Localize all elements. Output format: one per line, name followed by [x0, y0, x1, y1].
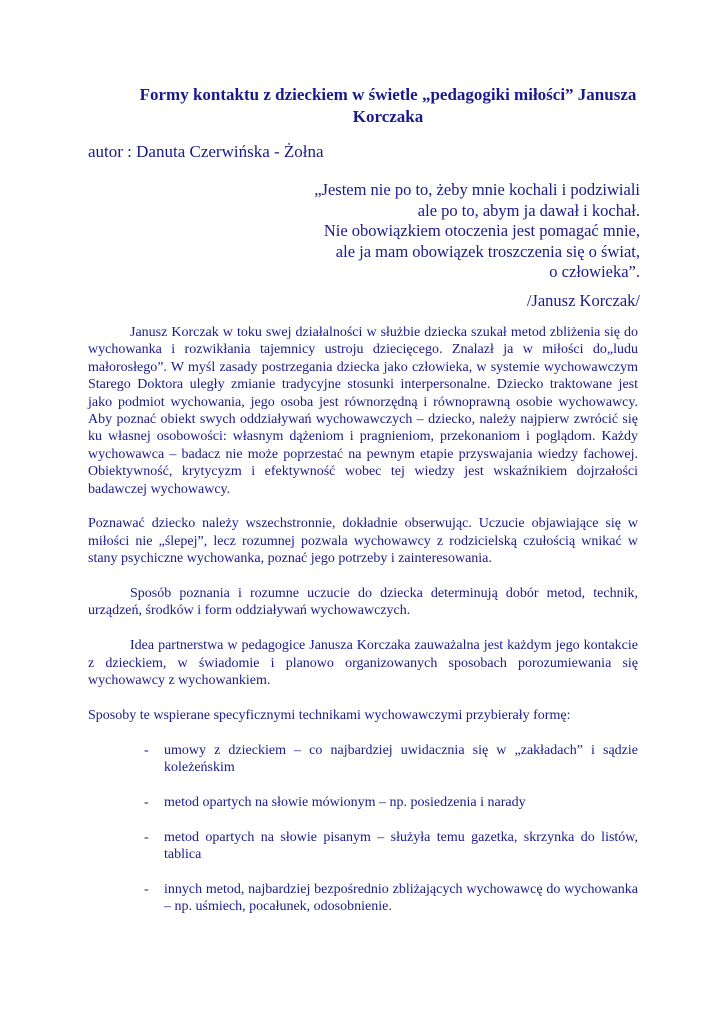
- list-item: [88, 742, 638, 777]
- list-dash: -: [144, 794, 149, 810]
- list-item-text: innych metod, najbardziej bezpośrednio zbliżających wychowawcę do wychowanka – np. uśmiech, pocałunek, odosobnienie.: [164, 881, 638, 915]
- title-line-2: Korczaka: [352, 107, 424, 126]
- motto-line: „Jestem nie po to, żeby mnie kochali i podziwiali: [314, 180, 640, 199]
- list-dash: -: [144, 881, 149, 897]
- paragraph-2: Poznawać dziecko należy wszechstronnie, dokładnie obserwując. Uczucie objawiające się w miłości nie „ślepej”, lecz rozumnej pozwala wychowawcy z rodzicielską czułością wnikać w stany psychiczne wychowanka, poznać jego potrzeby i zainteresowania.: [88, 516, 638, 567]
- body-text: [88, 324, 638, 933]
- motto-line: ale ja mam obowiązek troszczenia się o świat,: [335, 241, 640, 261]
- motto-line: o człowieka”.: [549, 262, 640, 281]
- paragraph-5: Sposoby te wspierane specyficznymi technikami wychowawczymi przybierały formę:: [88, 707, 571, 723]
- motto-line: Nie obowiązkiem otoczenia jest pomagać mnie,: [323, 221, 640, 240]
- list-item-text: metod opartych na słowie mówionym – np. posiedzenia i narady: [164, 794, 526, 810]
- paragraph-3: Sposób poznania i rozumne uczucie do dziecka determinują dobór metod, technik, urządzeń, środków i form oddziaływań wychowawczych.: [88, 586, 638, 619]
- list-item-text: umowy z dzieckiem – co najbardziej uwidacznia się w „zakładach” i sądzie koleżeńskim: [164, 742, 638, 776]
- list-item: [88, 794, 638, 811]
- document-title: [88, 84, 688, 128]
- motto-line: ale po to, abym ja dawał i kochał.: [417, 200, 640, 220]
- list-item: [88, 881, 638, 916]
- title-line-1: Formy kontaktu z dzieckiem w świetle „pedagogiki miłości” Janusza: [139, 85, 637, 104]
- author-line: autor : Danuta Czerwińska - Żołna: [88, 142, 324, 161]
- paragraph-4: Idea partnerstwa w pedagogice Janusza Korczaka zauważalna jest każdym jego kontakcie z dzieckiem, w świadomie i planowo organizowanych sposobach porozumiewania się wychowawcy z wychowankiem.: [88, 638, 638, 689]
- list-dash: -: [144, 742, 149, 758]
- motto-quote: [140, 180, 640, 283]
- list-item: [88, 829, 638, 864]
- methods-list: [88, 742, 638, 916]
- list-dash: -: [144, 829, 149, 845]
- list-item-text: metod opartych na słowie pisanym – służyła temu gazetka, skrzynka do listów, tablica: [164, 829, 638, 863]
- motto-signature: /Janusz Korczak/: [526, 291, 640, 310]
- paragraph-1: Janusz Korczak w toku swej działalności w służbie dziecka szukał metod zbliżenia się do wychowanka i rozwikłania tajemnicy ustroju dziecięcego. Znalazł ja w miłości do„ludu małorosłego”. W myśl zasady postrzegania dziecka jako człowieka, w systemie wychowawczym Starego Doktora uległy zmianie tradycyjne stosunki interpersonalne. Dziecko traktowane jest jako podmiot wychowania, jego osoba jest równorzędną i równoprawną osobie wychowawcy. Aby poznać obiekt swych oddziaływań wychowawczych – dziecko, należy najpierw zwrócić się ku własnej osobowości: własnym dążeniom i pragnieniom, przekonaniom i poglądom. Każdy wychowawca – badacz nie może poprzestać na pewnym etapie przyswajania wiedzy fachowej. Obiektywność, krytycyzm i efektywność wobec tej wiedzy jest wskaźnikiem dojrzałości badawczej wychowawcy.: [88, 325, 638, 497]
